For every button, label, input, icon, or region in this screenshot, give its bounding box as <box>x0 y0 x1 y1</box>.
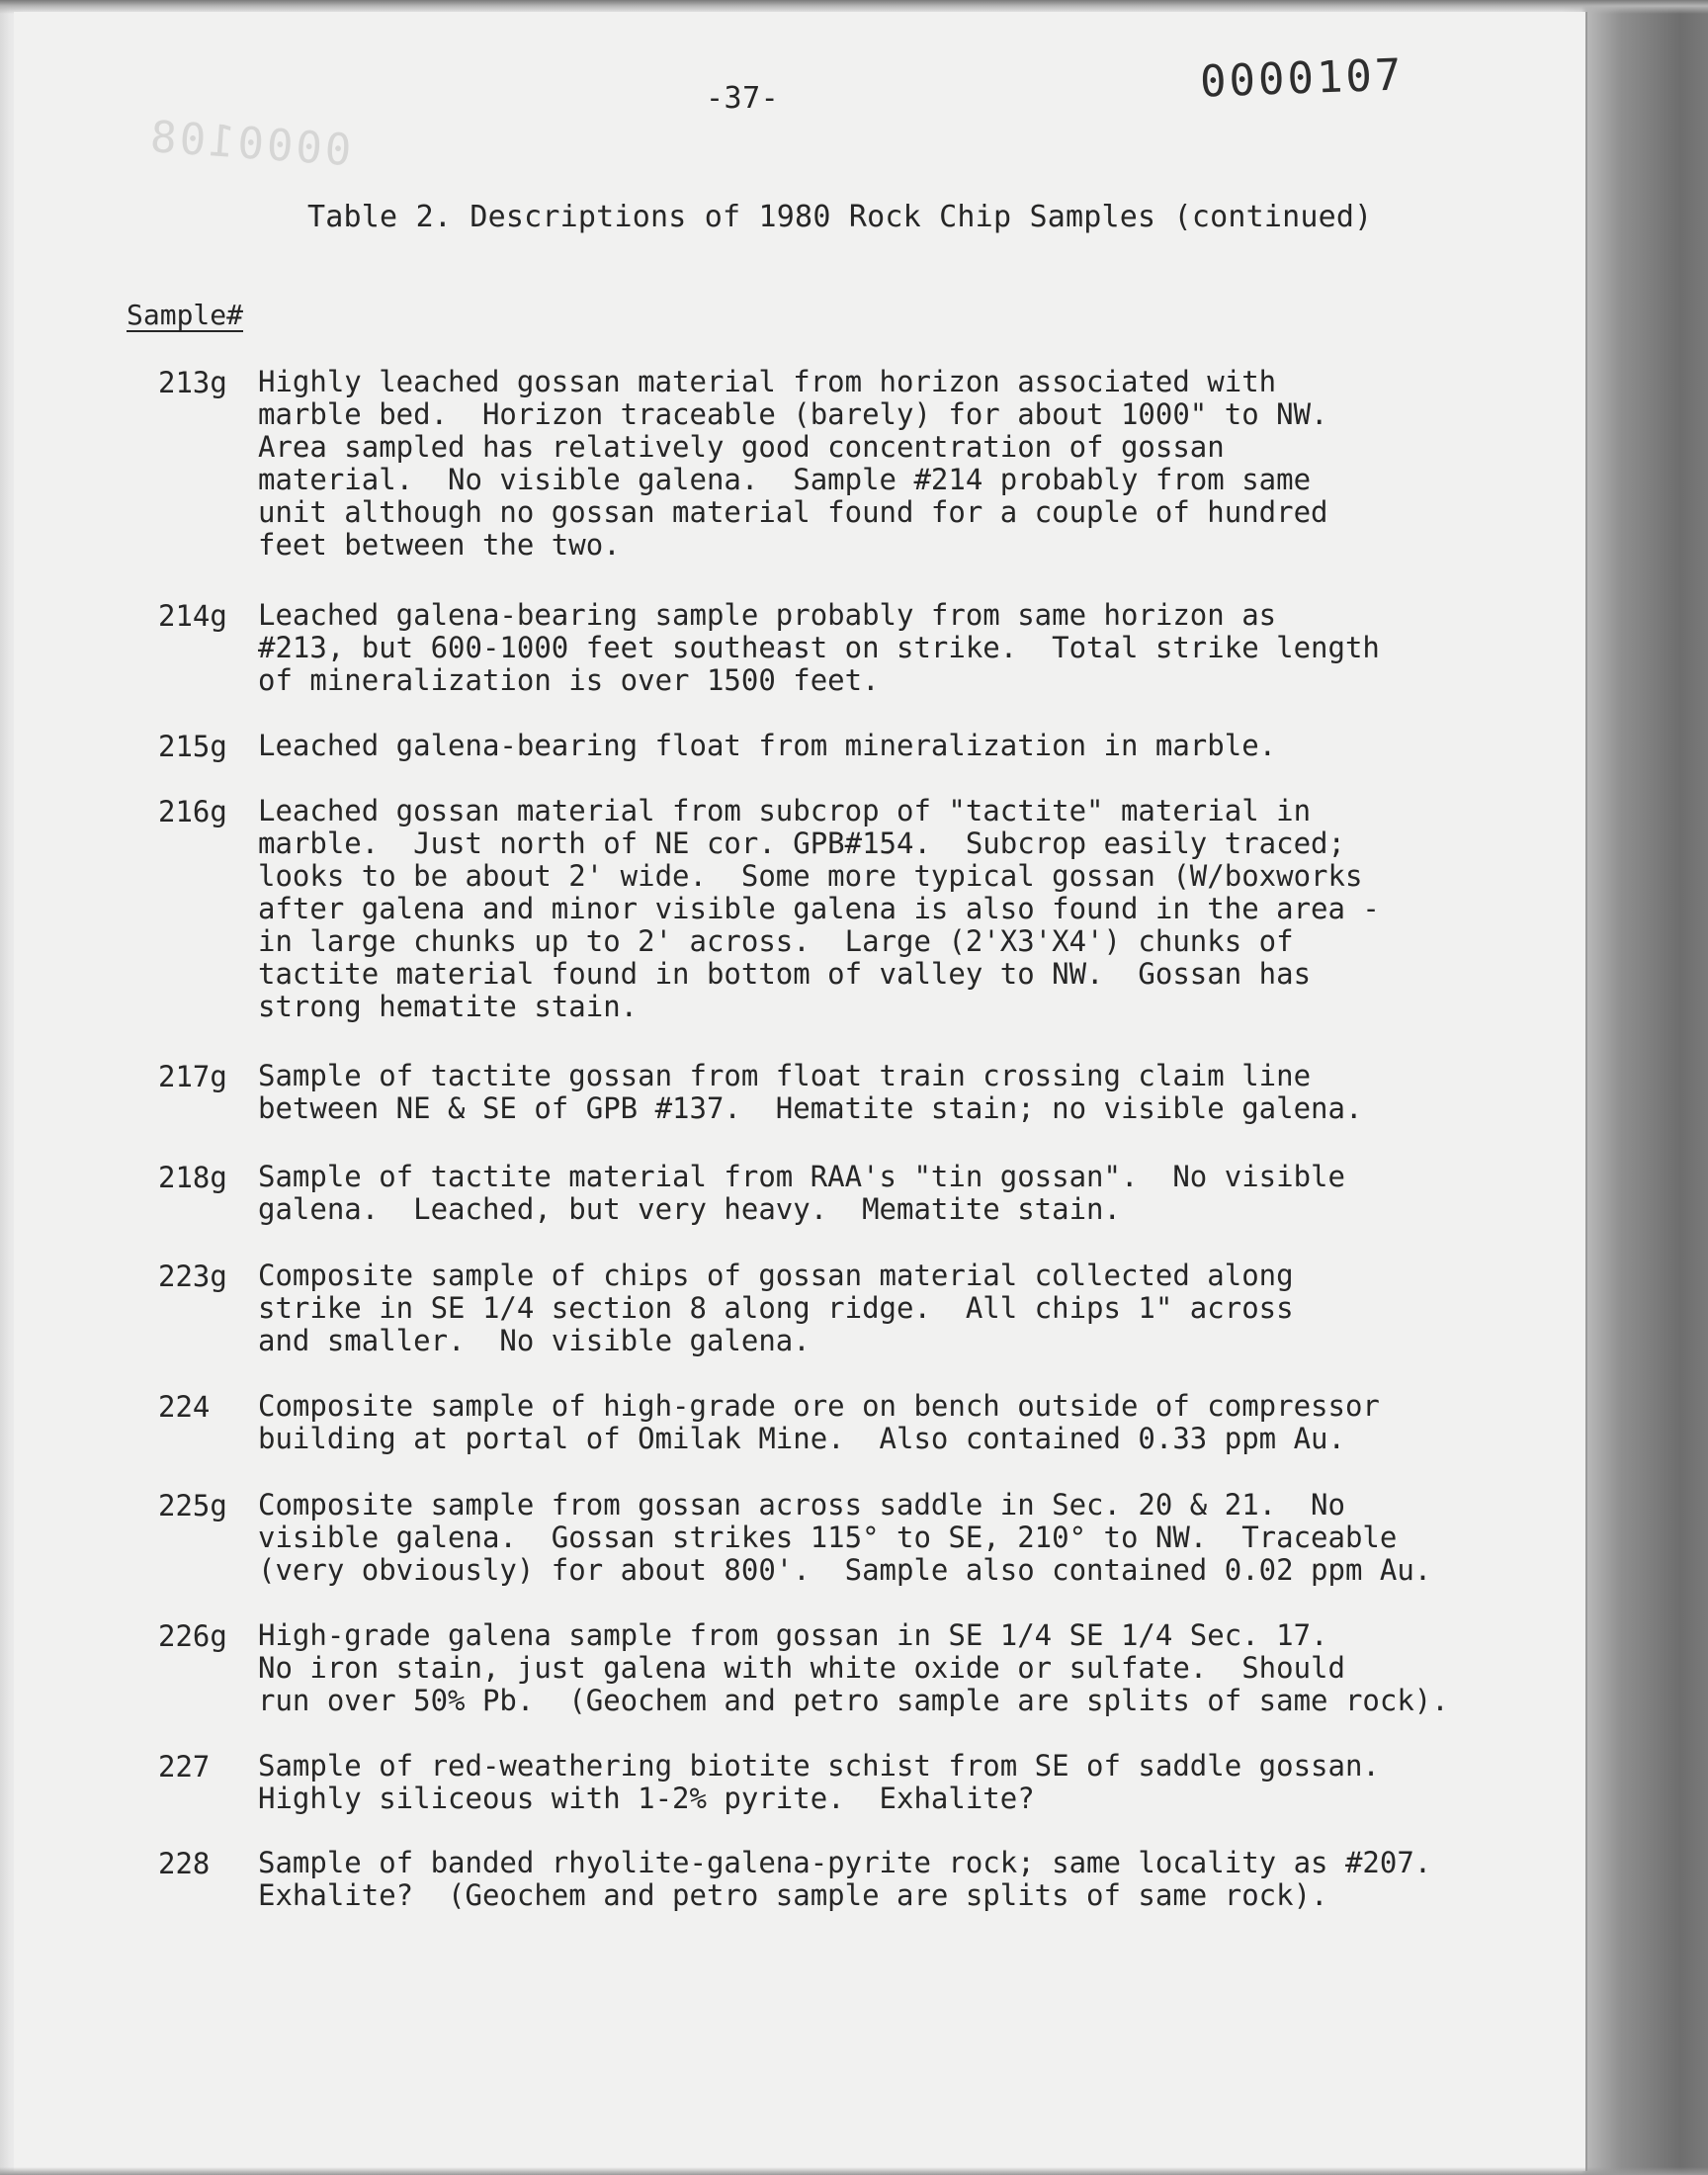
description-line: in large chunks up to 2' across. Large (2'X3'X4') chunks of <box>258 924 1294 958</box>
description-line: Composite sample of chips of gossan material collected along <box>258 1259 1294 1292</box>
description-line: Composite sample from gossan across saddle in Sec. 20 & 21. No <box>258 1488 1345 1522</box>
document-number-stamp: 0000107 <box>1199 49 1406 108</box>
sample-description <box>258 1161 1345 1226</box>
bleed-through-stamp: 0000108 <box>145 111 353 177</box>
sample-column-header: Sample# <box>127 299 244 331</box>
description-line: strike in SE 1/4 section 8 along ridge. All chips 1" across <box>258 1291 1294 1325</box>
sample-description <box>258 730 1276 762</box>
description-line: marble bed. Horizon traceable (barely) for about 1000" to NW. <box>258 397 1328 431</box>
sample-description <box>258 1390 1380 1455</box>
description-line: run over 50% Pb. (Geochem and petro sample are splits of same rock). <box>258 1684 1449 1717</box>
description-line: visible galena. Gossan strikes 115° to SE, 210° to NW. Traceable <box>258 1521 1398 1554</box>
sample-description <box>258 1060 1362 1125</box>
sample-id: 218g <box>158 1161 227 1194</box>
description-line: feet between the two. <box>258 528 621 562</box>
sample-description <box>258 1619 1449 1717</box>
description-line: Sample of red-weathering biotite schist from SE of saddle gossan. <box>258 1749 1380 1783</box>
description-line: Composite sample of high-grade ore on bench outside of compressor <box>258 1389 1380 1423</box>
sample-description <box>258 599 1380 697</box>
description-line: Leached gossan material from subcrop of "tactite" material in <box>258 794 1312 827</box>
sample-id: 226g <box>158 1619 227 1653</box>
sample-description <box>258 1847 1431 1912</box>
description-line: Area sampled has relatively good concentration of gossan <box>258 430 1225 464</box>
description-line: unit although no gossan material found for a couple of hundred <box>258 495 1328 529</box>
description-line: marble. Just north of NE cor. GPB#154. Subcrop easily traced; <box>258 826 1345 860</box>
sample-description <box>258 366 1328 562</box>
description-line: Highly leached gossan material from horizon associated with <box>258 365 1277 398</box>
description-line: Sample of tactite material from RAA's "tin gossan". No visible <box>258 1160 1345 1193</box>
description-line: No iron stain, just galena with white oxide or sulfate. Should <box>258 1651 1345 1685</box>
description-line: Exhalite? (Geochem and petro sample are splits of same rock). <box>258 1878 1328 1912</box>
sample-id: 223g <box>158 1260 227 1293</box>
sample-description <box>258 1750 1380 1815</box>
sample-description <box>258 1260 1294 1357</box>
description-line: material. No visible galena. Sample #214 probably from same <box>258 463 1312 496</box>
sample-description <box>258 795 1380 1023</box>
table-title: Table 2. Descriptions of 1980 Rock Chip Samples (continued) <box>307 200 1373 234</box>
description-line: after galena and minor visible galena is also found in the area - <box>258 892 1380 925</box>
sample-id: 216g <box>158 795 227 828</box>
page-number: -37- <box>706 81 780 116</box>
description-line: (very obviously) for about 800'. Sample also contained 0.02 ppm Au. <box>258 1553 1432 1587</box>
description-line: Leached galena-bearing float from mineralization in marble. <box>258 729 1277 762</box>
description-line: looks to be about 2' wide. Some more typical gossan (W/boxworks <box>258 859 1363 893</box>
sample-id: 228 <box>158 1847 211 1880</box>
document-page <box>14 12 1587 2171</box>
description-line: strong hematite stain. <box>258 990 639 1023</box>
sample-id: 227 <box>158 1750 211 1784</box>
sample-id: 213g <box>158 366 227 399</box>
description-line: Leached galena-bearing sample probably from same horizon as <box>258 598 1277 632</box>
sample-description <box>258 1489 1431 1587</box>
description-line: building at portal of Omilak Mine. Also contained 0.33 ppm Au. <box>258 1422 1345 1455</box>
description-line: Sample of tactite gossan from float train crossing claim line <box>258 1059 1312 1092</box>
description-line: galena. Leached, but very heavy. Mematite stain. <box>258 1192 1121 1226</box>
description-line: of mineralization is over 1500 feet. <box>258 663 880 697</box>
description-line: Highly siliceous with 1-2% pyrite. Exhalite? <box>258 1782 1035 1815</box>
sample-id: 224 <box>158 1390 211 1424</box>
sample-id: 214g <box>158 599 227 633</box>
description-line: Sample of banded rhyolite-galena-pyrite rock; same locality as #207. <box>258 1846 1432 1879</box>
sample-id: 217g <box>158 1060 227 1093</box>
description-line: High-grade galena sample from gossan in SE 1/4 SE 1/4 Sec. 17. <box>258 1618 1328 1652</box>
sample-id: 215g <box>158 730 227 763</box>
description-line: #213, but 600-1000 feet southeast on strike. Total strike length <box>258 631 1380 664</box>
description-line: between NE & SE of GPB #137. Hematite stain; no visible galena. <box>258 1091 1363 1125</box>
scan-bottom-shadow <box>0 2167 1708 2175</box>
sample-id: 225g <box>158 1489 227 1522</box>
description-line: tactite material found in bottom of valley to NW. Gossan has <box>258 957 1312 991</box>
description-line: and smaller. No visible galena. <box>258 1324 811 1357</box>
